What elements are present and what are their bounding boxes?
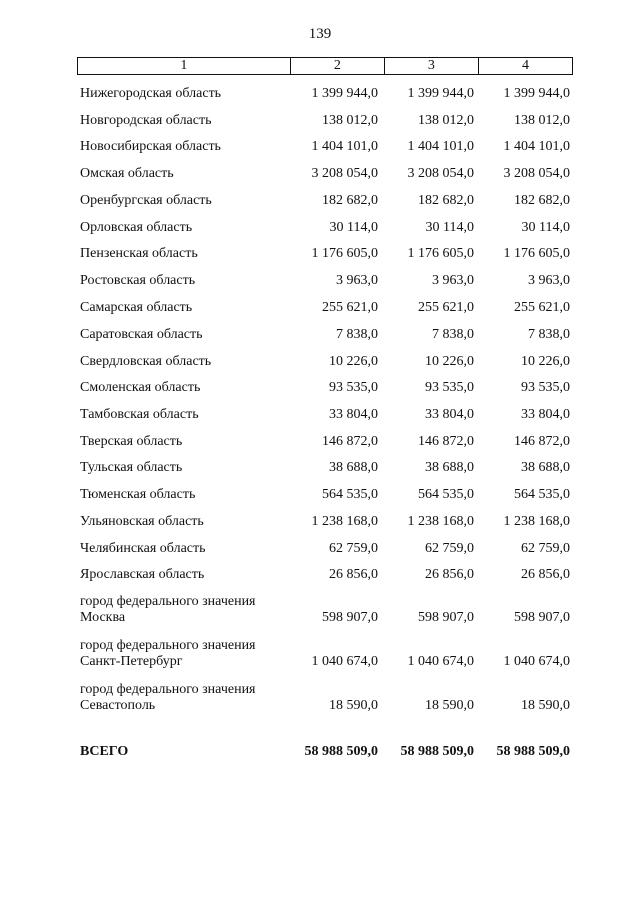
value-col-3: 1 399 944,0 (407, 86, 474, 101)
value-col-2: 30 114,0 (329, 220, 378, 235)
region-name: Пензенская область (80, 246, 198, 261)
value-col-2: 146 872,0 (322, 434, 378, 449)
value-col-4: 146 872,0 (514, 434, 570, 449)
region-name: Омская область (80, 166, 174, 181)
table-row (80, 86, 570, 102)
value-col-4: 138 012,0 (514, 113, 570, 128)
value-col-4: 3 208 054,0 (503, 166, 570, 181)
region-name (80, 594, 290, 626)
page-number: 139 (308, 26, 332, 42)
region-name: Тульская область (80, 460, 183, 475)
region-name (80, 638, 290, 670)
table-row (80, 407, 570, 423)
region-name-line-1: город федерального значения (80, 638, 256, 653)
table-row (80, 220, 570, 236)
column-header-3: 3 (384, 58, 478, 75)
column-header-2: 2 (290, 58, 384, 75)
value-col-3: 18 590,0 (425, 698, 474, 713)
value-col-3: 26 856,0 (425, 567, 474, 582)
region-name: Нижегородская область (80, 86, 222, 101)
region-name: Смоленская область (80, 380, 201, 395)
value-col-3: 3 963,0 (432, 273, 474, 288)
region-name-line-1: город федерального значения (80, 682, 256, 697)
value-col-4: 93 535,0 (521, 380, 570, 395)
total-col-3: 58 988 509,0 (400, 744, 474, 759)
value-col-2: 18 590,0 (329, 698, 378, 713)
table-row (80, 487, 570, 503)
region-name: Ростовская область (80, 273, 196, 288)
column-header-row (78, 58, 573, 75)
table-row (80, 594, 570, 626)
value-col-3: 33 804,0 (425, 407, 474, 422)
region-name: Оренбургская область (80, 193, 212, 208)
table-row (80, 300, 570, 316)
value-col-2: 3 208 054,0 (311, 166, 378, 181)
value-col-2: 255 621,0 (322, 300, 378, 315)
value-col-4: 30 114,0 (521, 220, 570, 235)
table-row (80, 327, 570, 343)
total-col-2: 58 988 509,0 (304, 744, 378, 759)
region-name: Тверская область (80, 434, 183, 449)
value-col-3: 598 907,0 (418, 610, 474, 625)
value-col-4: 564 535,0 (514, 487, 570, 502)
table-row (80, 682, 570, 714)
value-col-2: 33 804,0 (329, 407, 378, 422)
value-col-4: 1 399 944,0 (503, 86, 570, 101)
column-header-table (77, 57, 573, 75)
table-row (80, 514, 570, 530)
value-col-3: 1 404 101,0 (407, 139, 474, 154)
value-col-4: 182 682,0 (514, 193, 570, 208)
value-col-4: 598 907,0 (514, 610, 570, 625)
region-name: Новгородская область (80, 113, 212, 128)
table-row (80, 113, 570, 129)
value-col-3: 62 759,0 (425, 541, 474, 556)
value-col-2: 1 040 674,0 (311, 654, 378, 669)
table-row (80, 460, 570, 476)
value-col-2: 1 176 605,0 (311, 246, 378, 261)
value-col-2: 564 535,0 (322, 487, 378, 502)
value-col-3: 93 535,0 (425, 380, 474, 395)
value-col-2: 38 688,0 (329, 460, 378, 475)
region-name (80, 682, 290, 714)
table-row (80, 354, 570, 370)
region-name: Свердловская область (80, 354, 212, 369)
region-name: Ульяновская область (80, 514, 204, 529)
region-name: Самарская область (80, 300, 193, 315)
region-name: Саратовская область (80, 327, 203, 342)
value-col-3: 1 040 674,0 (407, 654, 474, 669)
region-name-line-2: Севастополь (80, 698, 156, 713)
value-col-2: 93 535,0 (329, 380, 378, 395)
value-col-2: 26 856,0 (329, 567, 378, 582)
region-name-line-2: Москва (80, 610, 126, 625)
table-row (80, 193, 570, 209)
value-col-2: 182 682,0 (322, 193, 378, 208)
value-col-3: 30 114,0 (425, 220, 474, 235)
value-col-4: 33 804,0 (521, 407, 570, 422)
value-col-4: 1 238 168,0 (503, 514, 570, 529)
value-col-3: 1 176 605,0 (407, 246, 474, 261)
value-col-3: 7 838,0 (432, 327, 474, 342)
value-col-3: 10 226,0 (425, 354, 474, 369)
value-col-4: 10 226,0 (521, 354, 570, 369)
value-col-3: 38 688,0 (425, 460, 474, 475)
table-row (80, 139, 570, 155)
value-col-2: 7 838,0 (336, 327, 378, 342)
table-row (80, 434, 570, 450)
value-col-3: 138 012,0 (418, 113, 474, 128)
value-col-4: 18 590,0 (521, 698, 570, 713)
value-col-4: 3 963,0 (528, 273, 570, 288)
column-header-1: 1 (78, 58, 291, 75)
value-col-2: 62 759,0 (329, 541, 378, 556)
value-col-4: 1 176 605,0 (503, 246, 570, 261)
value-col-4: 62 759,0 (521, 541, 570, 556)
value-col-4: 7 838,0 (528, 327, 570, 342)
region-name: Ярославская область (80, 567, 205, 582)
region-name-line-1: город федерального значения (80, 594, 256, 609)
value-col-4: 1 404 101,0 (503, 139, 570, 154)
table-row (80, 273, 570, 289)
value-col-2: 598 907,0 (322, 610, 378, 625)
region-name-line-2: Санкт-Петербург (80, 654, 183, 669)
table-row (80, 166, 570, 182)
table-row (80, 380, 570, 396)
value-col-4: 1 040 674,0 (503, 654, 570, 669)
region-name: Орловская область (80, 220, 193, 235)
value-col-2: 138 012,0 (322, 113, 378, 128)
total-label: ВСЕГО (80, 744, 129, 759)
value-col-4: 38 688,0 (521, 460, 570, 475)
value-col-3: 255 621,0 (418, 300, 474, 315)
value-col-2: 1 238 168,0 (311, 514, 378, 529)
region-name: Тюменская область (80, 487, 196, 502)
total-row (80, 744, 570, 760)
table-row (80, 638, 570, 670)
value-col-4: 255 621,0 (514, 300, 570, 315)
value-col-3: 1 238 168,0 (407, 514, 474, 529)
region-name: Тамбовская область (80, 407, 199, 422)
value-col-3: 3 208 054,0 (407, 166, 474, 181)
value-col-2: 3 963,0 (336, 273, 378, 288)
total-col-4: 58 988 509,0 (496, 744, 570, 759)
value-col-2: 1 399 944,0 (311, 86, 378, 101)
value-col-2: 1 404 101,0 (311, 139, 378, 154)
value-col-3: 182 682,0 (418, 193, 474, 208)
value-col-3: 564 535,0 (418, 487, 474, 502)
value-col-3: 146 872,0 (418, 434, 474, 449)
table-row (80, 246, 570, 262)
table-row (80, 567, 570, 583)
value-col-4: 26 856,0 (521, 567, 570, 582)
value-col-2: 10 226,0 (329, 354, 378, 369)
table-row (80, 541, 570, 557)
column-header-4: 4 (478, 58, 572, 75)
region-name: Новосибирская область (80, 139, 221, 154)
region-name: Челябинская область (80, 541, 206, 556)
